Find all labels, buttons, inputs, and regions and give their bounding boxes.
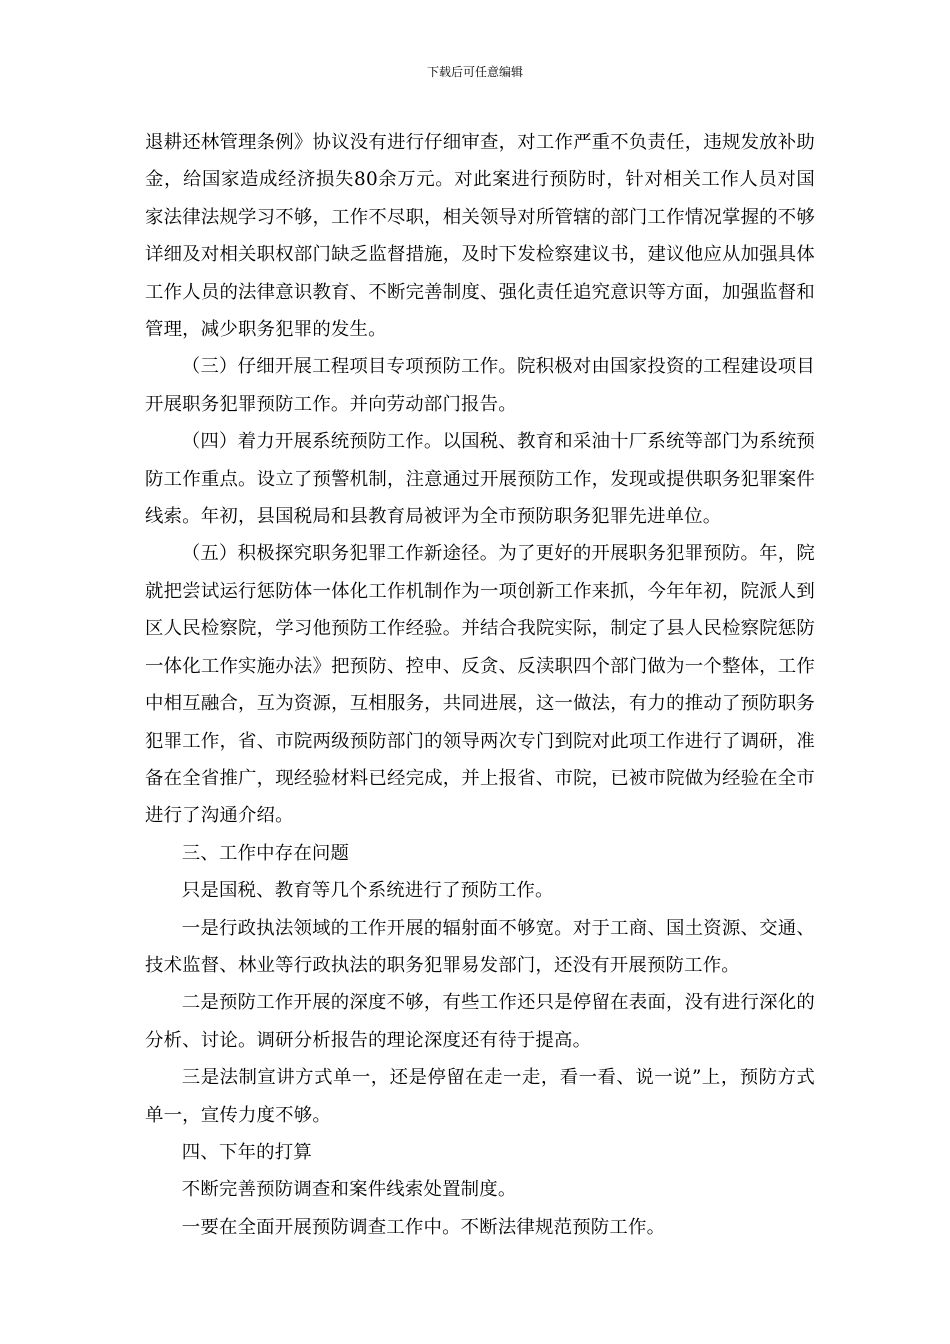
paragraph-plan-intro: 不断完善预防调查和案件线索处置制度。 bbox=[181, 1179, 517, 1201]
paragraph-problem-2: 二是预防工作开展的深度不够，有些工作还只是停留在表面，没有进行深化的分析、讨论。调研分析报告的理论深度还有待于提高。 bbox=[145, 992, 815, 1051]
document-body bbox=[145, 124, 815, 1246]
paragraph-problem-1: 一是行政执法领域的工作开展的辐射面不够宽。对于工商、国土资源、交通、技术监督、林业等行政执法的职务犯罪易发部门，还没有开展预防工作。 bbox=[145, 917, 815, 976]
paragraph-problems-intro: 只是国税、教育等几个系统进行了预防工作。 bbox=[181, 880, 554, 902]
heading-next-year-plan: 四、下年的打算 bbox=[181, 1141, 312, 1163]
paragraph-continuation: 退耕还林管理条例》协议没有进行仔细审查，对工作严重不负责任，违规发放补助金，给国家造成经济损失80余万元。对此案进行预防时，针对相关工作人员对国家法律法规学习不够，工作不尽职，相关领导对所管辖的部门工作情况掌握的不够详细及对相关职权部门缺乏监督措施，及时下发检察建议书，建议他应从加强具体工作人员的法律意识教育、不断完善制度、强化责任追究意识等方面，加强监督和管理，减少职务犯罪的发生。 bbox=[145, 132, 815, 341]
paragraph-problem-3: 三是法制宣讲方式单一，还是停留在走一走，看一看、说一说”上，预防方式单一，宣传力度不够。 bbox=[145, 1067, 815, 1126]
heading-problems: 三、工作中存在问题 bbox=[181, 842, 350, 864]
paragraph-section-3: （三）仔细开展工程项目专项预防工作。院积极对由国家投资的工程建设项目开展职务犯罪预防工作。并向劳动部门报告。 bbox=[145, 356, 815, 415]
paragraph-plan-1: 一要在全面开展预防调查工作中。不断法律规范预防工作。 bbox=[181, 1216, 666, 1238]
page-header-note: 下载后可任意编辑 bbox=[426, 65, 523, 79]
paragraph-section-5: （五）积极探究职务犯罪工作新途径。为了更好的开展职务犯罪预防。年，院就把尝试运行惩防体一体化工作机制作为一项创新工作来抓，今年年初，院派人到区人民检察院，学习他预防工作经验。并结合我院实际，制定了县人民检察院惩防一体化工作实施办法》把预防、控申、反贪、反渎职四个部门做为一个整体，工作中相互融合，互为资源，互相服务，共同进展，这一做法，有力的推动了预防职务犯罪工作，省、市院两级预防部门的领导两次专门到院对此项工作进行了调研，准备在全省推广，现经验材料已经完成，并上报省、市院，已被市院做为经验在全市进行了沟通介绍。 bbox=[145, 543, 815, 827]
paragraph-section-4: （四）着力开展系统预防工作。以国税、教育和采油十厂系统等部门为系统预防工作重点。设立了预警机制，注意通过开展预防工作，发现或提供职务犯罪案件线索。年初，县国税局和县教育局被评为全市预防职务犯罪先进单位。 bbox=[145, 431, 815, 528]
